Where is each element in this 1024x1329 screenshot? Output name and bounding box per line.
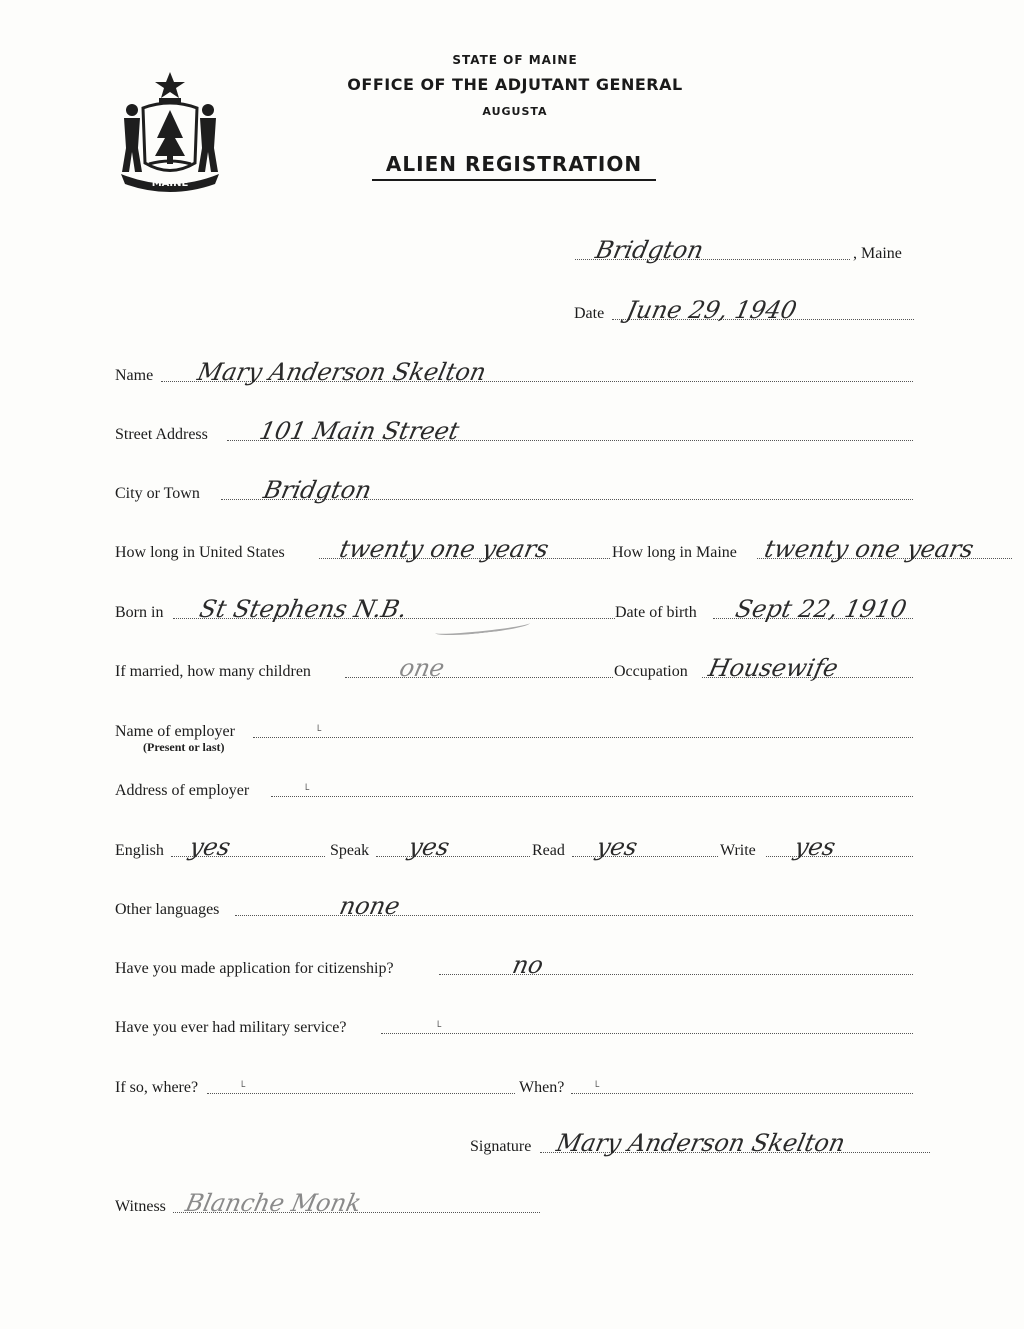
place-field[interactable] xyxy=(575,238,915,264)
employer-sublabel: (Present or last) xyxy=(143,740,225,754)
read-field[interactable] xyxy=(532,835,718,861)
city-label: City or Town xyxy=(115,485,200,502)
read-value: yes xyxy=(594,833,641,861)
speak-label: Speak xyxy=(330,842,370,859)
maine-duration-value: twenty one years xyxy=(762,535,977,563)
us-duration-value: twenty one years xyxy=(337,535,552,563)
employer-address-field[interactable] xyxy=(115,775,913,801)
street-address-label: Street Address xyxy=(115,426,208,443)
maine-state-seal xyxy=(115,68,225,194)
occupation-field[interactable] xyxy=(614,656,913,682)
checkmark-icon: ˪ xyxy=(595,1073,600,1091)
date-of-birth-field[interactable] xyxy=(615,597,913,623)
when-label: When? xyxy=(519,1079,565,1096)
city-value: Bridgton xyxy=(261,476,375,504)
citizenship-label: Have you made application for citizenship? xyxy=(115,960,394,977)
name-value: Mary Anderson Skelton xyxy=(195,358,489,386)
born-in-label: Born in xyxy=(115,604,164,621)
military-service-field[interactable] xyxy=(115,1012,913,1038)
citizenship-value: no xyxy=(510,951,546,979)
name-field[interactable] xyxy=(115,360,913,386)
english-value: yes xyxy=(187,833,234,861)
signature-value: Mary Anderson Skelton xyxy=(554,1129,848,1157)
write-label: Write xyxy=(720,842,756,859)
svg-text:MAINE: MAINE xyxy=(151,178,189,189)
write-field[interactable] xyxy=(720,835,913,861)
signature-label: Signature xyxy=(470,1138,532,1155)
signature-field[interactable] xyxy=(470,1131,930,1157)
checkmark-icon: ˪ xyxy=(437,1013,442,1031)
form-title: ALIEN REGISTRATION xyxy=(372,152,656,181)
maine-duration-field[interactable] xyxy=(612,537,1012,563)
when-field[interactable] xyxy=(519,1072,913,1098)
checkmark-icon: ˪ xyxy=(241,1073,246,1091)
occupation-value: Housewife xyxy=(706,654,841,682)
us-duration-label: How long in United States xyxy=(115,544,285,561)
military-service-label: Have you ever had military service? xyxy=(115,1019,347,1036)
other-languages-label: Other languages xyxy=(115,901,220,918)
other-languages-field[interactable] xyxy=(115,894,913,920)
english-field[interactable] xyxy=(115,835,325,861)
born-in-field[interactable] xyxy=(115,597,615,623)
employer-label: Name of employer xyxy=(115,723,235,740)
state-heading: STATE OF MAINE xyxy=(452,53,578,67)
witness-field[interactable] xyxy=(115,1191,540,1217)
other-languages-value: none xyxy=(337,892,403,920)
city-field[interactable] xyxy=(115,478,913,504)
date-field[interactable] xyxy=(574,298,914,324)
witness-label: Witness xyxy=(115,1198,166,1215)
speak-value: yes xyxy=(406,833,453,861)
employer-address-label: Address of employer xyxy=(115,782,250,799)
street-address-value: 101 Main Street xyxy=(257,417,462,445)
read-label: Read xyxy=(532,842,565,859)
occupation-label: Occupation xyxy=(614,663,688,680)
checkmark-icon: ˪ xyxy=(305,776,310,794)
place-suffix: , Maine xyxy=(853,245,902,262)
date-of-birth-value: Sept 22, 1910 xyxy=(733,595,910,623)
checkmark-icon: ˪ xyxy=(317,717,322,735)
children-field[interactable] xyxy=(115,656,613,682)
where-field[interactable] xyxy=(115,1072,515,1098)
street-address-field[interactable] xyxy=(115,419,913,445)
place-value: Bridgton xyxy=(593,236,707,264)
children-value: one xyxy=(397,654,448,682)
maine-duration-label: How long in Maine xyxy=(612,544,737,561)
english-label: English xyxy=(115,842,164,859)
citizenship-field[interactable] xyxy=(115,953,913,979)
employer-field[interactable] xyxy=(115,716,913,742)
date-value: June 29, 1940 xyxy=(624,296,800,324)
where-label: If so, where? xyxy=(115,1079,199,1096)
children-label: If married, how many children xyxy=(115,663,311,680)
office-heading: OFFICE OF THE ADJUTANT GENERAL xyxy=(347,75,683,94)
date-of-birth-label: Date of birth xyxy=(615,604,697,621)
city-heading: AUGUSTA xyxy=(482,105,548,118)
witness-value: Blanche Monk xyxy=(183,1189,364,1217)
date-label: Date xyxy=(574,305,605,322)
speak-field[interactable] xyxy=(330,835,530,861)
us-duration-field[interactable] xyxy=(115,537,610,563)
born-in-value: St Stephens N.B. xyxy=(197,595,410,623)
write-value: yes xyxy=(792,833,839,861)
name-label: Name xyxy=(115,367,154,384)
